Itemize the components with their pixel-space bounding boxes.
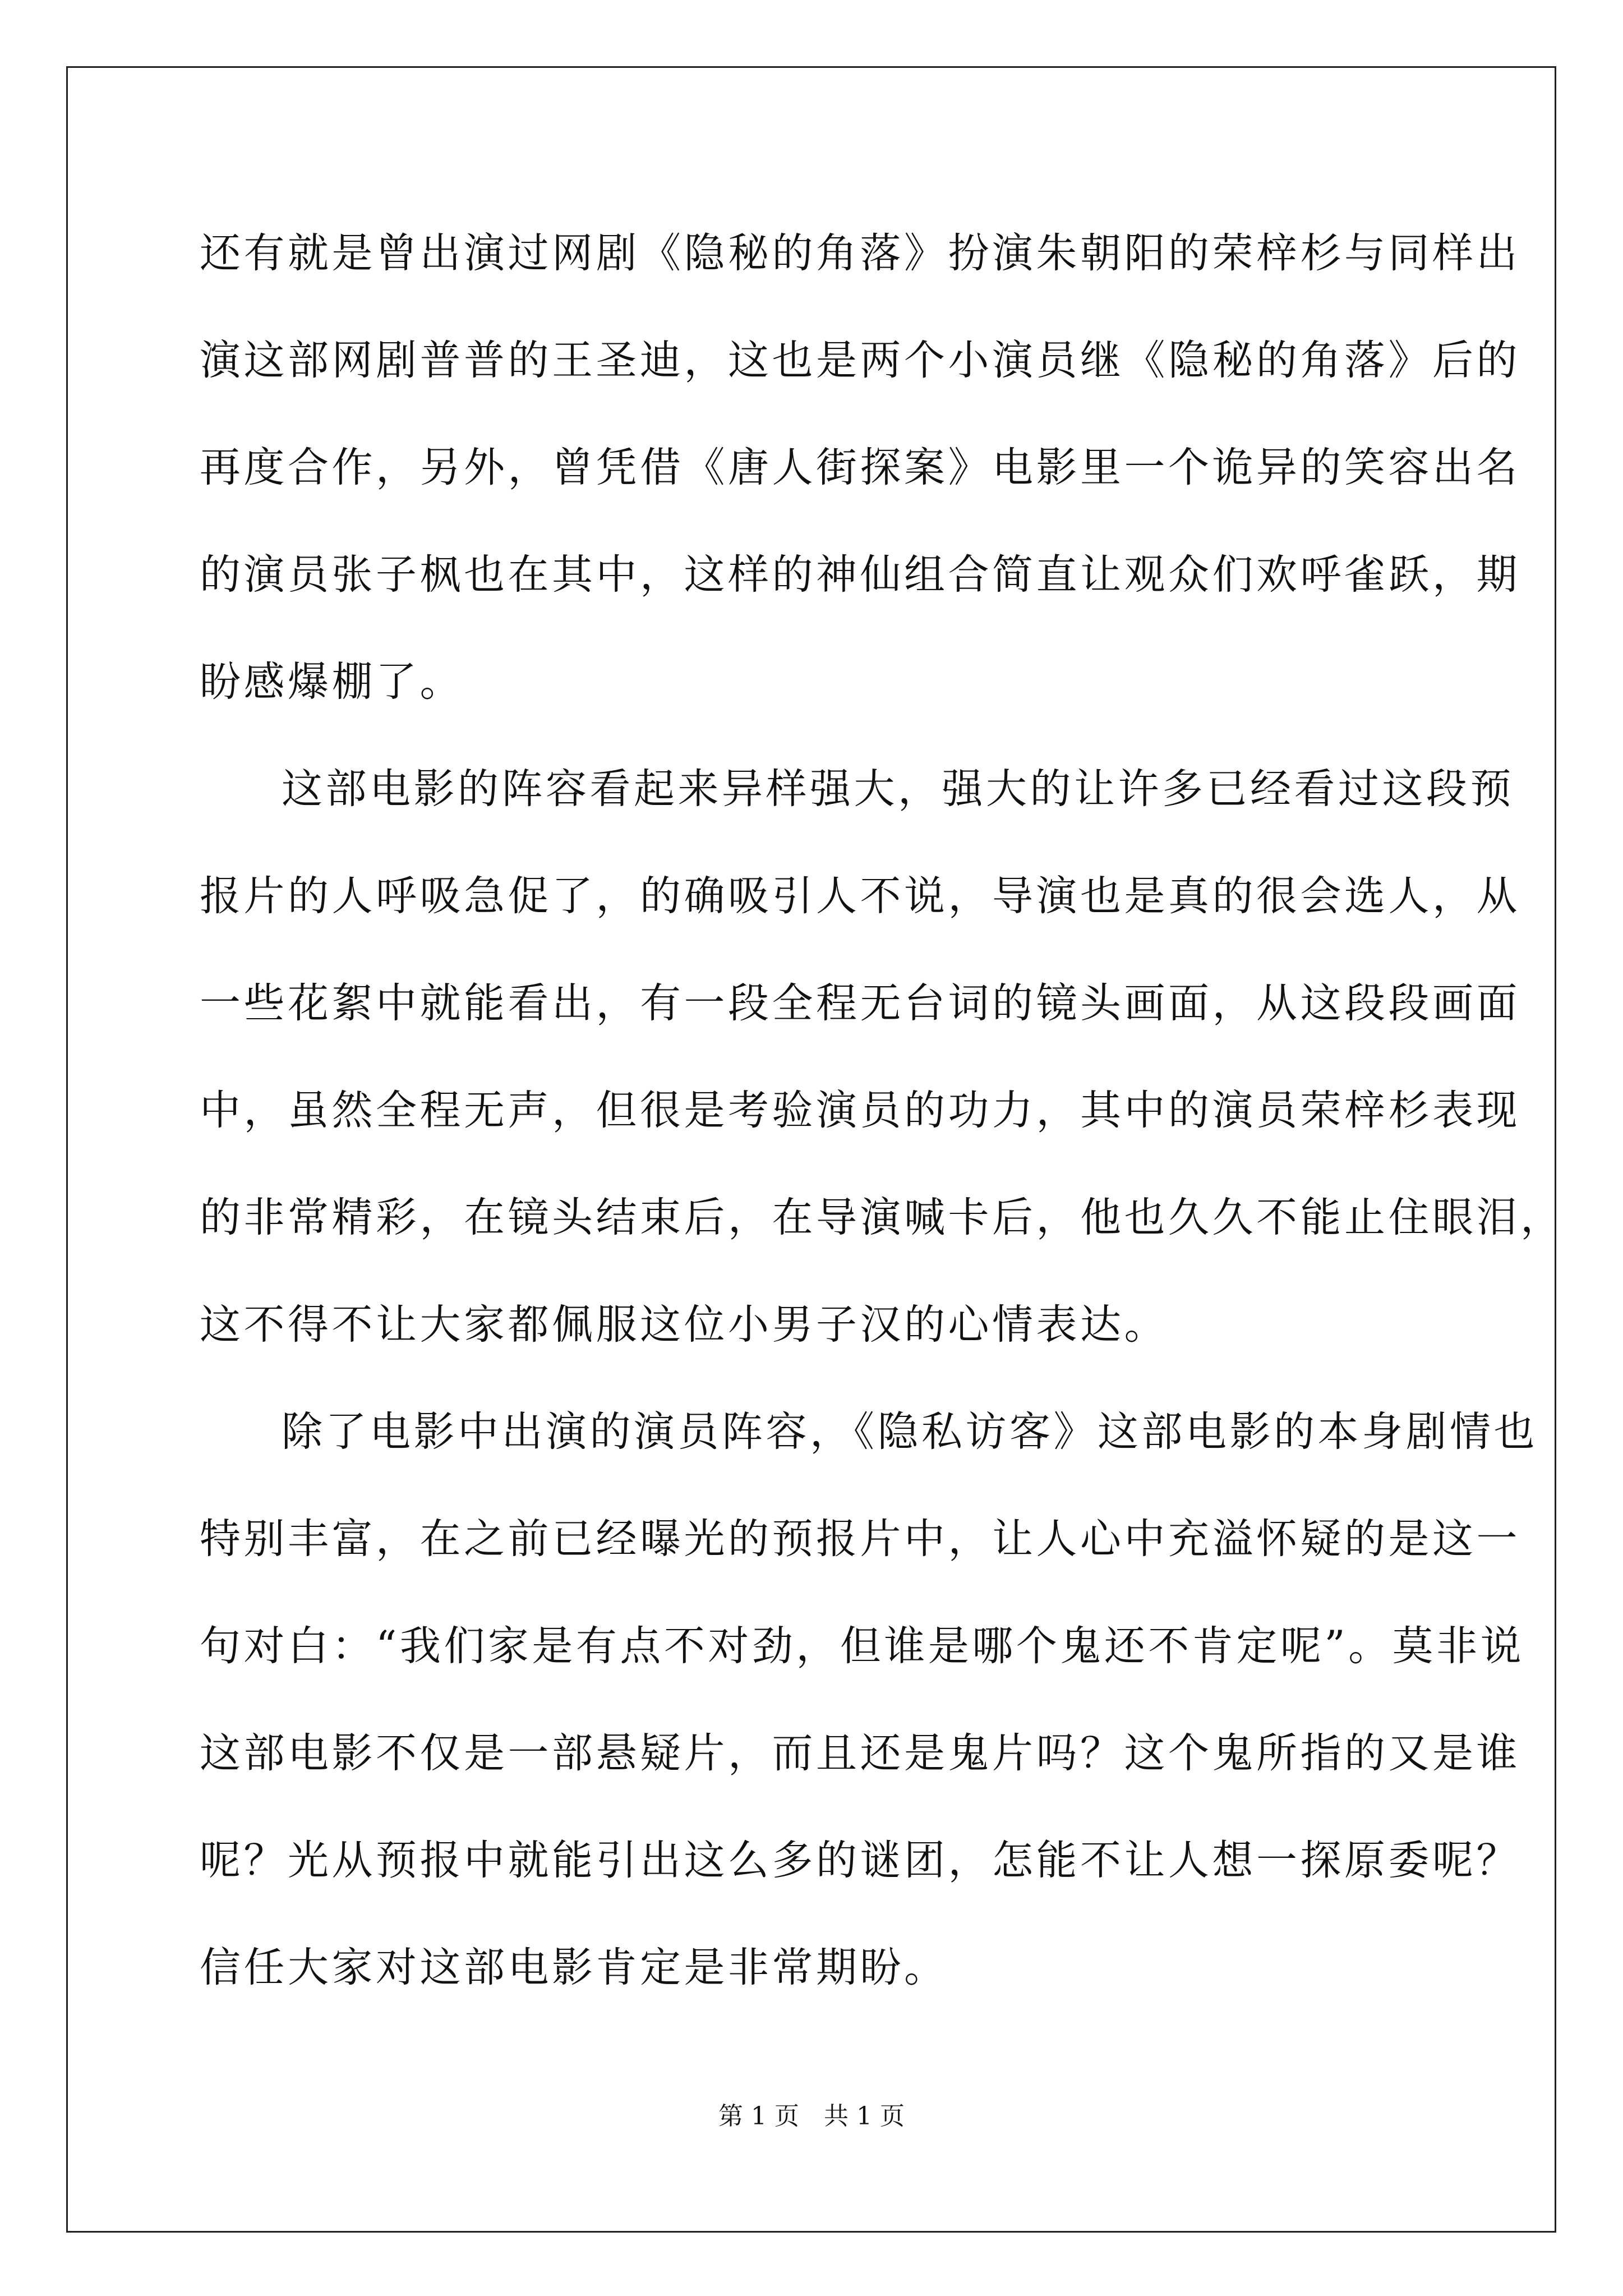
paragraph-2-line-2: 报片的人呼吸急促了，的确吸引人不说，导演也是真的很会选人，从 [200, 872, 1520, 920]
paragraph-3-line-5: 呢？光从预报中就能引出这么多的谜团，怎能不让人想一探原委呢？ [200, 1837, 1520, 1884]
paragraph-2-line-5: 的非常精彩，在镜头结束后，在导演喊卡后，他也久久不能止住眼泪， [200, 1194, 1565, 1241]
paragraph-3-line-6: 信任大家对这部电影肯定是非常期盼。 [200, 1944, 948, 1991]
paragraph-3-line-4: 这部电影不仅是一部悬疑片，而且还是鬼片吗？这个鬼所指的又是谁 [200, 1729, 1520, 1777]
paragraph-3-line-2: 特别丰富，在之前已经曝光的预报片中，让人心中充溢怀疑的是这一 [200, 1515, 1520, 1563]
paragraph-1-line-5: 盼感爆棚了。 [200, 658, 464, 706]
paragraph-2-line-1: 这部电影的阵容看起来异样强大，强大的让许多已经看过这段预 [282, 765, 1514, 813]
document-body [200, 200, 1565, 2021]
page-number-footer: 第 1 页 共 1 页 [718, 2102, 905, 2131]
paragraph-2-line-3: 一些花絮中就能看出，有一段全程无台词的镜头画面，从这段段画面 [200, 979, 1520, 1027]
paragraph-1-line-1: 还有就是曾出演过网剧《隐秘的角落》扮演朱朝阳的荣梓杉与同样出 [200, 229, 1520, 277]
paragraph-1-line-2: 演这部网剧普普的王圣迪，这也是两个小演员继《隐秘的角落》后的 [200, 337, 1520, 384]
paragraph-1-line-3: 再度合作，另外，曾凭借《唐人街探案》电影里一个诡异的笑容出名 [200, 444, 1520, 491]
paragraph-1-line-4: 的演员张子枫也在其中，这样的神仙组合简直让观众们欢呼雀跃，期 [200, 551, 1520, 599]
paragraph-2-line-6: 这不得不让大家都佩服这位小男子汉的心情表达。 [200, 1301, 1168, 1349]
paragraph-3-line-1: 除了电影中出演的演员阵容，《隐私访客》这部电影的本身剧情也 [282, 1408, 1538, 1456]
paragraph-2-line-4: 中，虽然全程无声，但很是考验演员的功力，其中的演员荣梓杉表现 [200, 1087, 1520, 1134]
paragraph-3-line-3: 句对白：“我们家是有点不对劲，但谁是哪个鬼还不肯定呢”。莫非说 [200, 1622, 1525, 1670]
